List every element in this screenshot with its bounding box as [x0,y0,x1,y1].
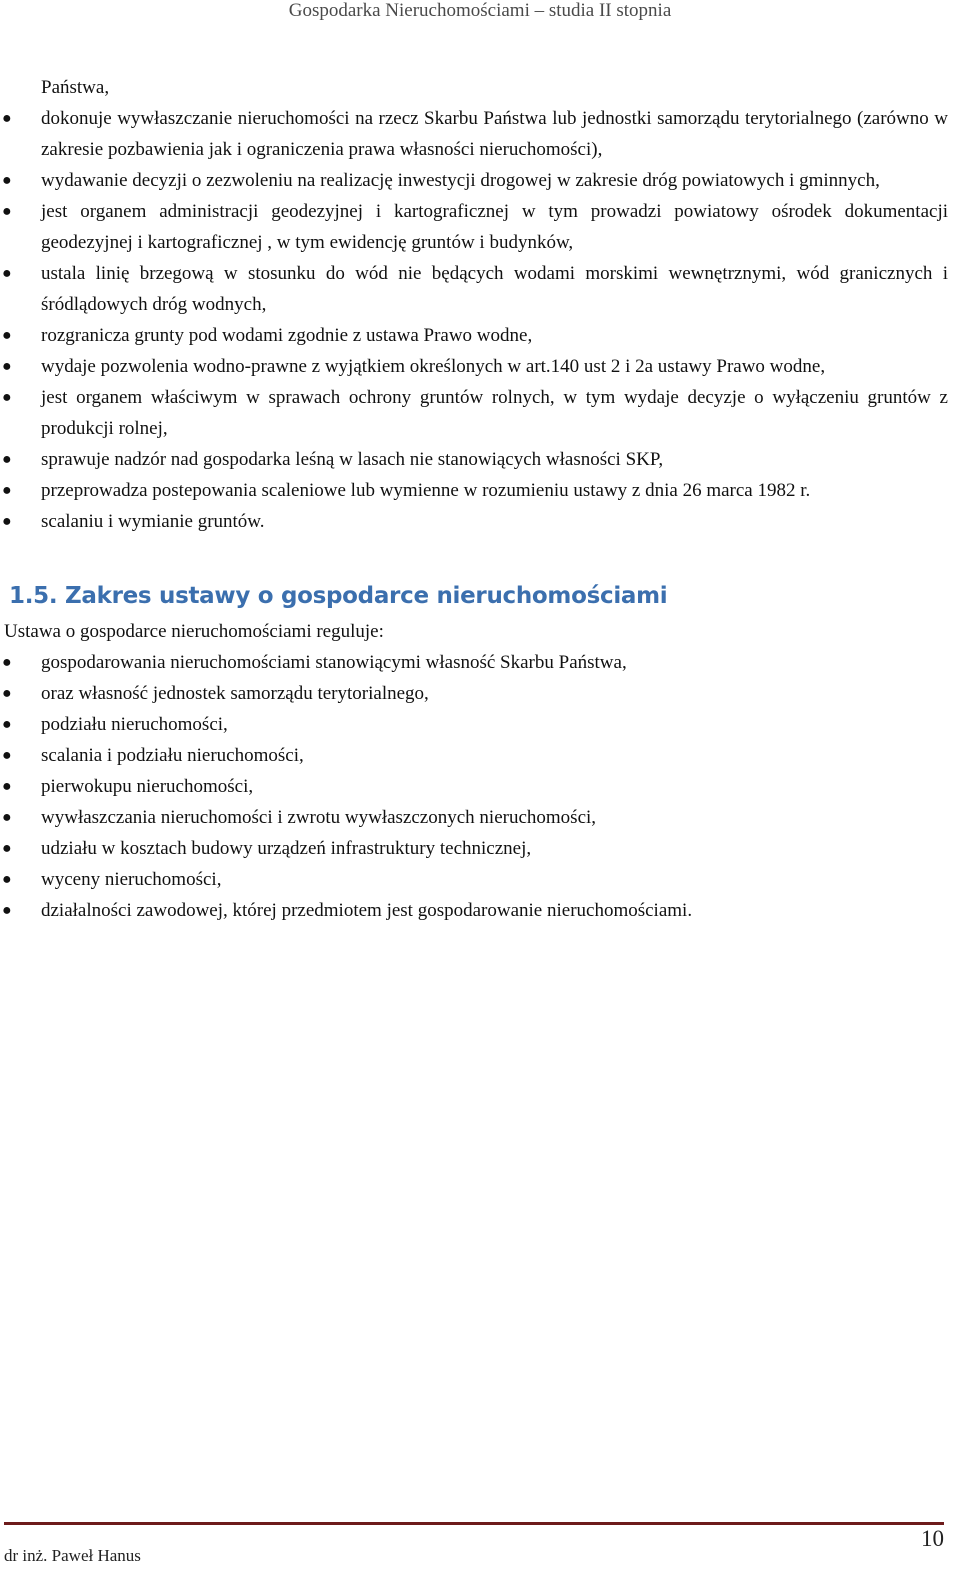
list-item-text: jest organem właściwym w sprawach ochrony gruntów rolnych, w tym wydaje decyzje o wyłączeniu gruntów z produkcji rolnej, [41,387,948,439]
list-item [0,895,948,926]
bullet-icon: ● [2,451,12,468]
page-number: 10 [921,1526,944,1551]
bullet-icon: ● [2,716,12,733]
list-item-text: wyceny nieruchomości, [41,869,222,890]
list-item [0,506,948,537]
list-item-text: pierwokupu nieruchomości, [41,776,254,797]
bullet-icon: ● [2,902,12,919]
list-item [0,258,948,320]
bullet-icon: ● [2,203,12,220]
bullet-icon: ● [2,265,12,282]
list-item-text: sprawuje nadzór nad gospodarka leśną w lasach nie stanowiących własności SKP, [41,449,664,470]
list-item [0,771,948,802]
list-item-text: scalaniu i wymianie gruntów. [41,511,265,532]
footer-author: dr inż. Paweł Hanus [4,1546,141,1565]
list-item-text: ustala linię brzegową w stosunku do wód nie będących wodami morskimi wewnętrznymi, wód granicznych i śródlądowych dróg wodnych, [41,263,948,315]
bullet-icon: ● [2,482,12,499]
bullet-icon: ● [2,172,12,189]
list-item-text: udziału w kosztach budowy urządzeń infrastruktury technicznej, [41,838,532,859]
list-item-text: scalania i podziału nieruchomości, [41,745,304,766]
bullet-icon: ● [2,327,12,344]
list-item [0,740,948,771]
list-item [0,647,948,678]
document-body [0,72,948,926]
list-item [0,320,948,351]
list-item [0,351,948,382]
list-item [0,802,948,833]
list-item-text: wydaje pozwolenia wodno-prawne z wyjątkiem określonych w art.140 ust 2 i 2a ustawy Prawo wodne, [41,356,826,377]
list-item [0,165,948,196]
list-item-text: wywłaszczania nieruchomości i zwrotu wywłaszczonych nieruchomości, [41,807,597,828]
running-header: Gospodarka Nieruchomościami – studia II stopnia [288,0,672,21]
list-item [0,475,948,506]
list-item-text: przeprowadza postepowania scaleniowe lub wymienne w rozumieniu ustawy z dnia 26 marca 1982 r. [41,480,811,501]
list-item [0,678,948,709]
list-item-text: dokonuje wywłaszczanie nieruchomości na rzecz Skarbu Państwa lub jednostki samorządu terytorialnego (zarówno w zakresie pozbawienia jak i ograniczenia prawa własności nieruchomości), [41,108,948,160]
list-item-text: oraz własność jednostek samorządu terytorialnego, [41,683,429,704]
section-heading: 1.5. Zakres ustawy o gospodarce nieruchomościami [9,583,668,609]
section-intro: Ustawa o gospodarce nieruchomościami reguluje: [4,621,384,642]
responsibilities-list [0,103,948,537]
list-item [0,382,948,444]
list-item-text: podziału nieruchomości, [41,714,228,735]
list-item-text: rozgranicza grunty pod wodami zgodnie z ustawa Prawo wodne, [41,325,533,346]
list-item-text: wydawanie decyzji o zezwoleniu na realizację inwestycji drogowej w zakresie dróg powiatowych i gminnych, [41,170,880,191]
bullet-icon: ● [2,389,12,406]
list-item [0,103,948,165]
bullet-icon: ● [2,809,12,826]
bullet-icon: ● [2,110,12,127]
list-item-text: działalności zawodowej, której przedmiotem jest gospodarowanie nieruchomościami. [41,900,693,921]
bullet-icon: ● [2,871,12,888]
bullet-icon: ● [2,513,12,530]
bullet-icon: ● [2,778,12,795]
list-item [0,864,948,895]
list-item-text: jest organem administracji geodezyjnej i kartograficznej w tym prowadzi powiatowy ośrodek dokumentacji geodezyjnej i kartograficznej , w tym ewidencję gruntów i budynków, [41,201,948,253]
footer-rule [4,1522,944,1525]
continuation-text: Państwa, [41,77,110,98]
list-item-text: gospodarowania nieruchomościami stanowiącymi własność Skarbu Państwa, [41,652,627,673]
list-item [0,196,948,258]
bullet-icon: ● [2,747,12,764]
list-item [0,444,948,475]
bullet-icon: ● [2,685,12,702]
bullet-icon: ● [2,840,12,857]
list-item [0,833,948,864]
scope-list [0,647,948,926]
bullet-icon: ● [2,358,12,375]
bullet-icon: ● [2,654,12,671]
list-item [0,709,948,740]
